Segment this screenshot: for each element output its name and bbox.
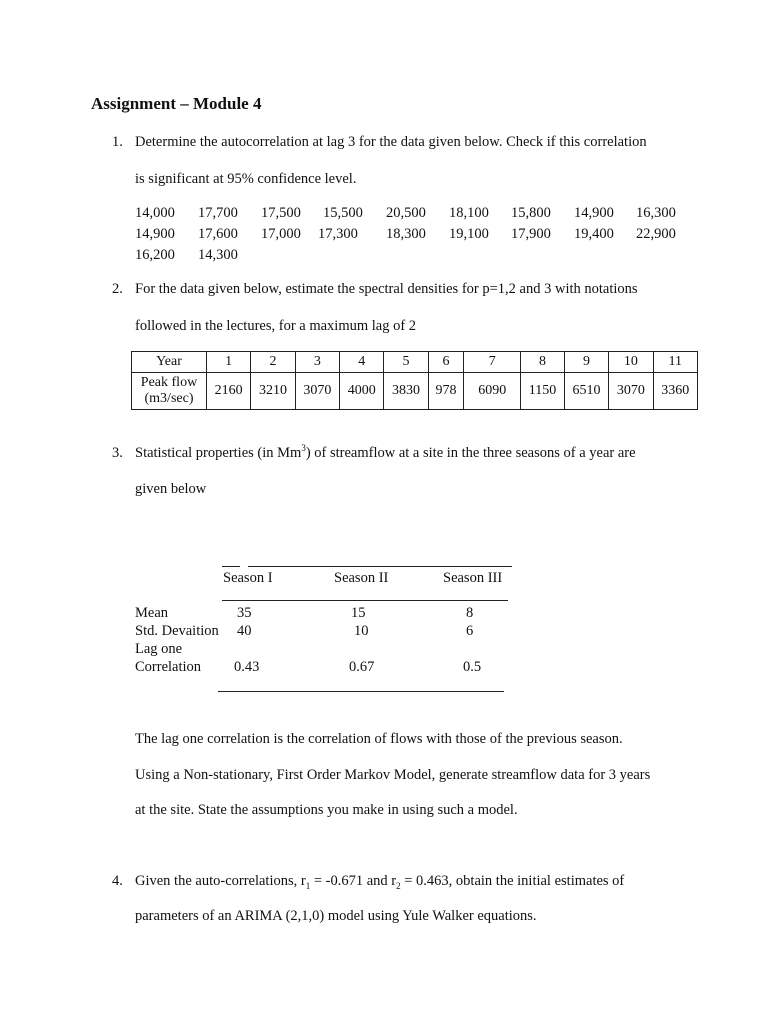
q1-data-value: 15,800: [511, 205, 551, 221]
q1-data-value: 17,500: [261, 205, 301, 221]
table-rule: [248, 566, 512, 567]
table-cell-year: 4: [340, 352, 384, 373]
table-cell-flow: 6090: [464, 373, 521, 410]
q2-text-line2: followed in the lectures, for a maximum lag of 2: [135, 318, 417, 334]
table-cell-flow: 2160: [207, 373, 251, 410]
table-rule: [222, 566, 240, 567]
lag-label-line2: Correlation: [135, 659, 202, 675]
table-cell-flow: 3070: [295, 373, 339, 410]
q1-data-value: 17,900: [511, 226, 551, 242]
q4-text-line2: parameters of an ARIMA (2,1,0) model using Yule Walker equations.: [135, 908, 537, 924]
table-row-years: [132, 352, 698, 373]
table-cell-year: 8: [521, 352, 565, 373]
season-header: Season I: [223, 570, 273, 586]
table-cell-flow: 3830: [384, 373, 428, 410]
lag-value: 0.43: [234, 659, 260, 675]
q1-data-value: 14,900: [135, 226, 175, 242]
table-cell-year: 10: [609, 352, 653, 373]
q1-text-line1: Determine the autocorrelation at lag 3 for the data given below. Check if this correlation: [135, 134, 647, 150]
table-cell-flow: 3360: [653, 373, 697, 410]
table-rule: [218, 691, 504, 692]
q1-number: 1.: [112, 134, 123, 150]
q3-paragraph-line3: at the site. State the assumptions you make in using such a model.: [135, 802, 518, 818]
q1-data-value: 14,900: [574, 205, 614, 221]
q4-line1-part-c: = 0.463, obtain the initial estimates of: [400, 873, 625, 889]
q3-unit-superscript: 3: [301, 443, 306, 454]
table-header-year: Year: [132, 352, 207, 373]
q3-text-line2: given below: [135, 481, 207, 497]
q4-number: 4.: [112, 873, 123, 889]
q1-data-value: 14,300: [198, 247, 238, 263]
q1-data-value: 17,600: [198, 226, 238, 242]
q3-paragraph-line1: The lag one correlation is the correlation of flows with those of the previous season.: [135, 731, 623, 747]
q3-text-line1: [135, 445, 678, 462]
q4-text-line1: [135, 873, 678, 890]
table-cell-year: 9: [564, 352, 608, 373]
q3-number: 3.: [112, 445, 123, 461]
peak-flow-unit: (m3/sec): [144, 391, 194, 406]
table-cell-flow: 3070: [609, 373, 653, 410]
table-cell-year: 6: [428, 352, 463, 373]
q3-line1-part-b: ) of streamflow at a site in the three seasons of a year are: [305, 445, 636, 461]
q1-data-value: 14,000: [135, 205, 175, 221]
table-cell-year: 7: [464, 352, 521, 373]
q4-line1-part-b: = -0.671 and r: [310, 873, 397, 889]
table-cell-flow: 3210: [251, 373, 295, 410]
peak-flow-table: [131, 351, 698, 410]
table-cell-year: 11: [653, 352, 697, 373]
q3-line1-part-a: Statistical properties (in Mm: [135, 445, 302, 461]
table-cell-year: 2: [251, 352, 295, 373]
q1-data-value: 18,100: [449, 205, 489, 221]
q1-data-value: 16,200: [135, 247, 175, 263]
mean-label: Mean: [135, 605, 169, 621]
table-cell-year: 5: [384, 352, 428, 373]
lag-label-line1: Lag one: [135, 641, 183, 657]
mean-value: 35: [237, 605, 252, 621]
table-rule: [222, 600, 508, 601]
table-cell-flow: 6510: [564, 373, 608, 410]
peak-flow-label: Peak flow: [140, 375, 198, 390]
mean-value: 15: [351, 605, 366, 621]
q1-data-value: 19,400: [574, 226, 614, 242]
std-dev-value: 6: [466, 623, 474, 639]
std-dev-value: 10: [354, 623, 369, 639]
mean-value: 8: [466, 605, 474, 621]
table-cell-year: 1: [207, 352, 251, 373]
q1-text-line2: is significant at 95% confidence level.: [135, 171, 357, 187]
q1-data-value: 15,500: [323, 205, 363, 221]
assignment-heading: Assignment – Module 4: [91, 94, 262, 113]
q1-data-value: 20,500: [386, 205, 426, 221]
q4-subscript-1: 1: [305, 880, 311, 891]
table-row-flows: [132, 373, 698, 410]
lag-value: 0.67: [349, 659, 375, 675]
q1-data-value: 22,900: [636, 226, 676, 242]
std-dev-value: 40: [237, 623, 252, 639]
table-cell-flow: 1150: [521, 373, 565, 410]
q1-data-value: 17,700: [198, 205, 238, 221]
lag-value: 0.5: [463, 659, 482, 675]
q4-line1-part-a: Given the auto-correlations, r: [135, 873, 306, 889]
table-cell-flow: 978: [428, 373, 463, 410]
std-dev-label: Std. Devaition: [135, 623, 219, 639]
q1-data-value: 16,300: [636, 205, 676, 221]
q1-data-value: 17,300: [318, 226, 358, 242]
table-cell-year: 3: [295, 352, 339, 373]
q1-data-value: 18,300: [386, 226, 426, 242]
q2-text-line1: For the data given below, estimate the spectral densities for p=1,2 and 3 with notations: [135, 281, 638, 297]
q1-data-value: 19,100: [449, 226, 489, 242]
q4-subscript-2: 2: [396, 880, 401, 891]
season-header: Season II: [334, 570, 389, 586]
q3-paragraph-line2: Using a Non-stationary, First Order Markov Model, generate streamflow data for 3 years: [135, 767, 651, 783]
table-header-peak-flow: [132, 373, 207, 410]
q2-number: 2.: [112, 281, 123, 297]
table-cell-flow: 4000: [340, 373, 384, 410]
q1-data-value: 17,000: [261, 226, 301, 242]
season-header: Season III: [443, 570, 503, 586]
